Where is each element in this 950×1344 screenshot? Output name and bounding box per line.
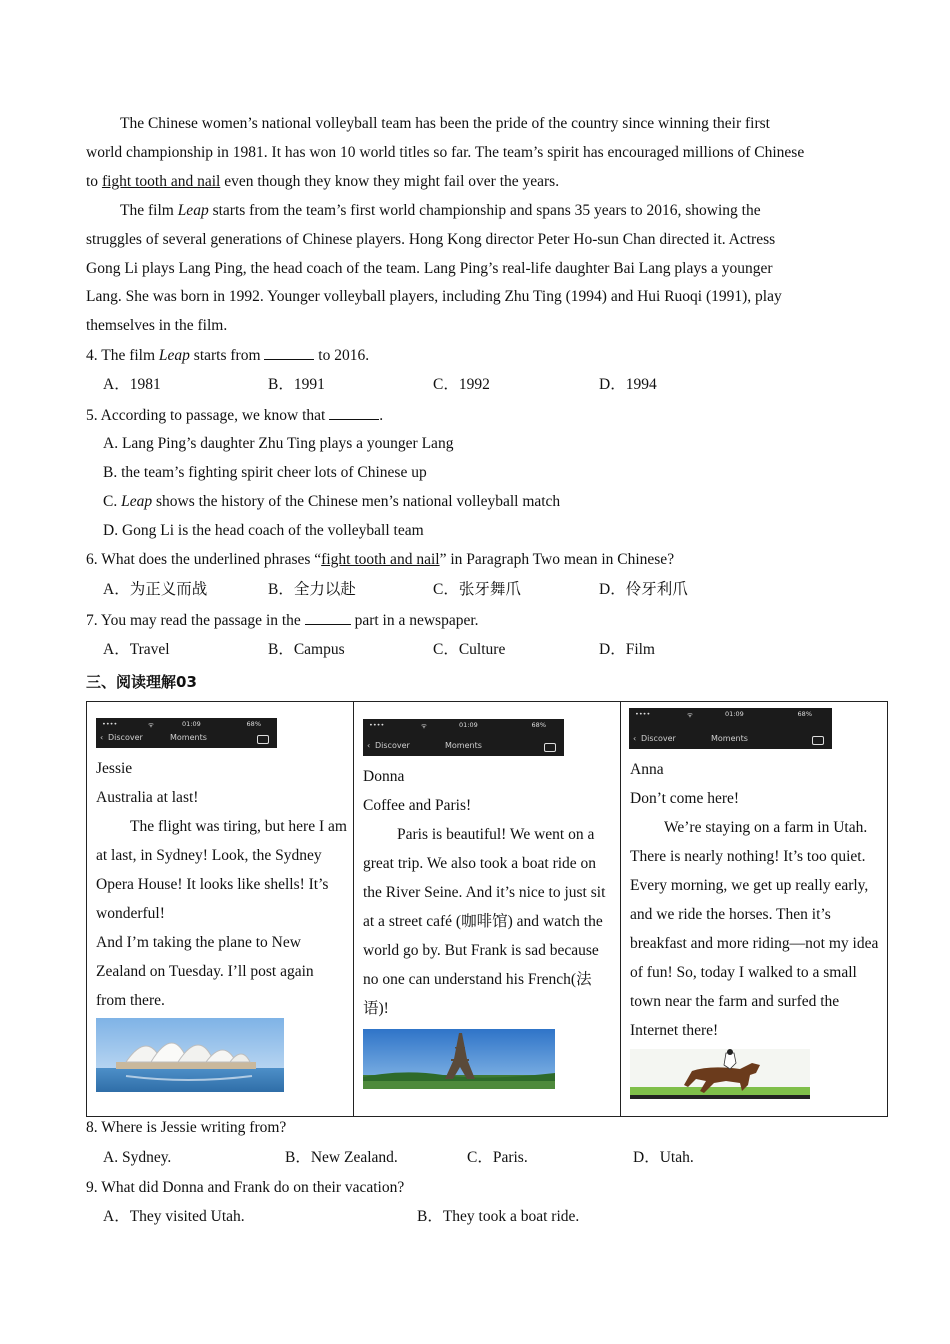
clock-time: 01:09: [725, 710, 744, 718]
option-b: B．New Zealand.: [285, 1149, 398, 1166]
option-a: A．为正义而战: [103, 581, 208, 598]
answer-blank: [305, 610, 351, 625]
post-author: Anna: [630, 761, 664, 778]
option-a: A. Lang Ping’s daughter Zhu Ting plays a younger Lang: [103, 435, 454, 452]
back-button: Discover: [641, 734, 676, 743]
option-d: D．Utah.: [633, 1149, 694, 1166]
post-author: Donna: [363, 768, 405, 785]
passage-line: world championship in 1981. It has won 10 world titles so far. The team’s spirit has encouraged millions of Chinese: [86, 144, 805, 161]
battery-level: 68%: [531, 721, 546, 729]
wifi-icon: ᯤ: [687, 711, 693, 719]
text: 4. The film: [86, 347, 159, 364]
screen-title: Moments: [711, 734, 748, 743]
film-title: Leap: [158, 347, 190, 364]
post-text: [363, 762, 614, 1023]
question-6: [86, 550, 674, 570]
underlined-phrase: fight tooth and nail: [101, 173, 221, 190]
option-a: A．1981: [103, 376, 161, 393]
clock-time: 01:09: [459, 721, 478, 729]
option-b: B．全力以赴: [268, 581, 356, 598]
post-text: [630, 755, 881, 1045]
option-d: D．Film: [599, 641, 655, 658]
option-c: C．Paris.: [467, 1149, 528, 1166]
text: to: [86, 173, 102, 190]
signal-icon: ••••: [102, 720, 118, 728]
screen-title: Moments: [170, 733, 207, 742]
screen-title: Moments: [445, 741, 482, 750]
back-chevron-icon: ‹: [100, 733, 104, 742]
film-title: Leap: [177, 202, 209, 219]
passage-line: struggles of several generations of Chinese players. Hong Kong director Peter Ho-sun Chan directed it. Actress: [86, 231, 776, 248]
post-title: Don’t come here!: [630, 790, 740, 807]
camera-icon: [544, 743, 556, 752]
back-button: Discover: [108, 733, 143, 742]
answer-blank: [264, 345, 314, 360]
signal-icon: ••••: [369, 721, 385, 729]
text: even though they know they might fail over the years.: [220, 173, 560, 190]
wifi-icon: ᯤ: [421, 722, 427, 730]
post-body: And I’m taking the plane to New Zealand on Tuesday. I’ll post again from there.: [96, 934, 314, 1009]
back-chevron-icon: ‹: [367, 741, 371, 750]
phone-status-bar: [629, 708, 832, 749]
text: part in a newspaper.: [350, 612, 479, 629]
eiffel-tower-photo: [363, 1029, 555, 1089]
option-c: [103, 492, 560, 512]
section-heading: [86, 672, 197, 692]
option-d: D．1994: [599, 376, 657, 393]
wifi-icon: ᯤ: [148, 721, 154, 729]
section-number: 03: [176, 673, 197, 691]
passage-line: Lang. She was born in 1992. Younger volleyball players, including Zhu Ting (1994) and Hui Ruoqi (1991), play: [86, 288, 782, 305]
text: C.: [103, 493, 122, 510]
text: 7. You may read the passage in the: [86, 612, 305, 629]
text: starts from the team’s first world championship and spans 35 years to 2016, showing the: [208, 202, 761, 219]
phone-status-bar: [363, 719, 564, 756]
passage-line: The Chinese women’s national volleyball team has been the pride of the country since winning their first: [120, 115, 770, 132]
option-d: D．伶牙利爪: [599, 581, 688, 598]
option-a: A. Sydney.: [103, 1149, 172, 1166]
back-button: Discover: [375, 741, 410, 750]
text: .: [379, 407, 384, 424]
post-title: Coffee and Paris!: [363, 797, 472, 814]
option-b: B. the team’s fighting spirit cheer lots of Chinese up: [103, 464, 427, 481]
post-author: Jessie: [96, 760, 133, 777]
battery-level: 68%: [246, 720, 261, 728]
text: to 2016.: [314, 347, 370, 364]
passage-line: Gong Li plays Lang Ping, the head coach of the team. Lang Ping’s real-life daughter Bai Lang plays a younger: [86, 260, 773, 277]
post-body: We’re staying on a farm in Utah. There is nearly nothing! It’s too quiet. Every morning, we get up really early, and we ride the horses. Then it’s breakfast and more riding—not my idea of fun! So, today I walked to a small town near the farm and surfed the Internet there!: [630, 819, 879, 1039]
clock-time: 01:09: [182, 720, 201, 728]
text: The film: [120, 202, 178, 219]
option-c: C．张牙舞爪: [433, 581, 521, 598]
horse-riding-photo: [630, 1049, 810, 1099]
passage-line: [120, 201, 761, 221]
post-body: The flight was tiring, but here I am at last, in Sydney! Look, the Sydney Opera House! It looks like shells! It’s wonderful!: [96, 818, 347, 922]
phone-status-bar: [96, 718, 277, 748]
post-body: Paris is beautiful! We went on a great trip. We also took a boat ride on the River Seine. And it’s nice to just sit at a street café (咖啡馆) and watch the world go by. But Frank is sad because no one can understand his French(法语)!: [363, 826, 606, 1017]
camera-icon: [257, 735, 269, 744]
post-cell-jessie: [87, 702, 354, 1117]
passage-line: themselves in the film.: [86, 317, 228, 334]
option-a: A．They visited Utah.: [103, 1208, 245, 1225]
battery-level: 68%: [797, 710, 812, 718]
option-b: B．1991: [268, 376, 325, 393]
signal-icon: ••••: [635, 710, 651, 718]
question-7: [86, 610, 479, 631]
text: 5. According to passage, we know that: [86, 407, 330, 424]
text: ” in Paragraph Two mean in Chinese?: [439, 551, 675, 568]
opera-house-photo: [96, 1018, 284, 1092]
option-c: C．1992: [433, 376, 490, 393]
underlined-phrase: fight tooth and nail: [321, 551, 440, 568]
question-5: [86, 405, 383, 426]
text: shows the history of the Chinese men’s national volleyball match: [152, 493, 561, 510]
option-d: D. Gong Li is the head coach of the volleyball team: [103, 522, 424, 539]
posts-table: [86, 701, 888, 1117]
section-prefix: 三、阅读理解: [86, 673, 177, 691]
answer-blank: [329, 405, 379, 420]
post-text: [96, 754, 347, 1015]
post-cell-anna: [621, 702, 888, 1117]
text: 6. What does the underlined phrases “: [86, 551, 322, 568]
option-b: B．They took a boat ride.: [417, 1208, 580, 1225]
post-cell-donna: [354, 702, 621, 1117]
option-b: B．Campus: [268, 641, 345, 658]
passage-line: [86, 172, 559, 192]
question-4: [86, 345, 369, 366]
text: starts from: [189, 347, 265, 364]
option-c: C．Culture: [433, 641, 506, 658]
question-8: 8. Where is Jessie writing from?: [86, 1119, 287, 1136]
post-title: Australia at last!: [96, 789, 199, 806]
camera-icon: [812, 736, 824, 745]
option-a: A．Travel: [103, 641, 170, 658]
back-chevron-icon: ‹: [633, 734, 637, 743]
question-9: 9. What did Donna and Frank do on their vacation?: [86, 1179, 405, 1196]
film-title: Leap: [121, 493, 153, 510]
